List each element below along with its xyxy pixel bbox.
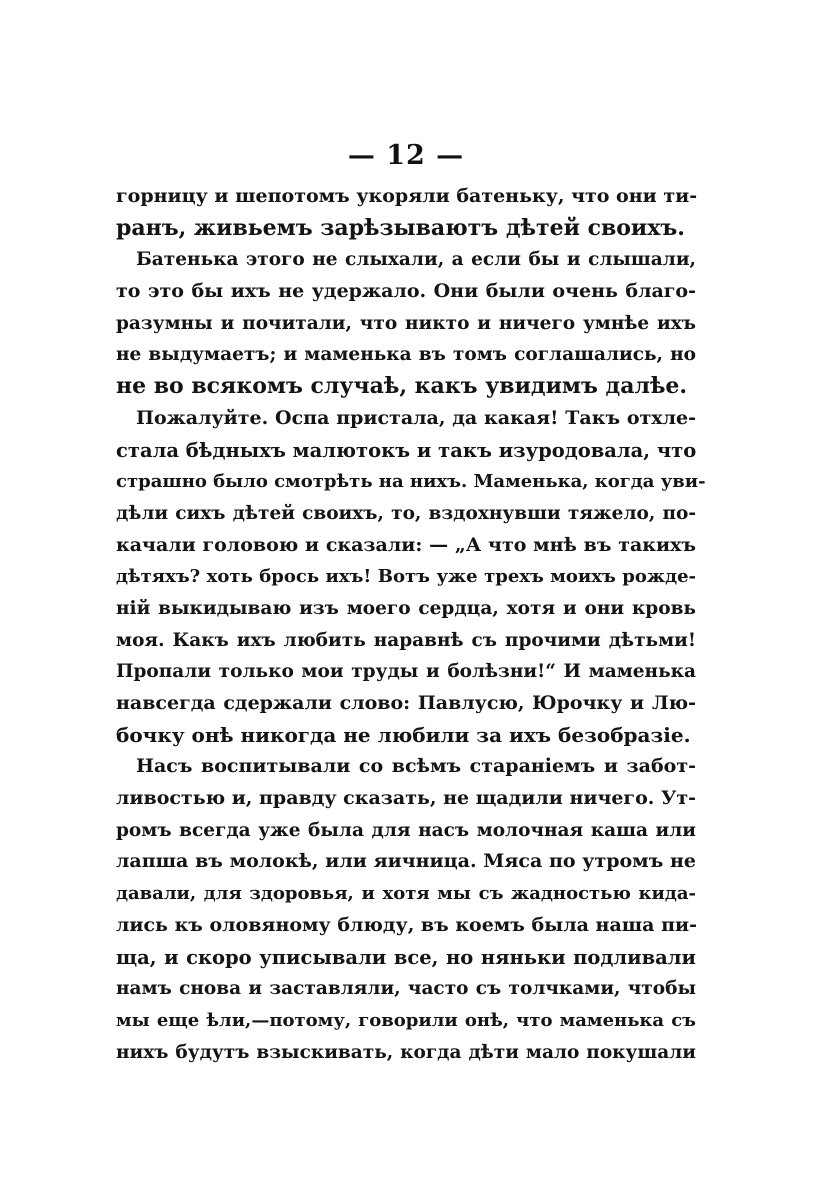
text-line: горницу и шепотомъ укоряли батеньку, что они ти- bbox=[116, 185, 698, 207]
text-line: ромъ всегда уже была для насъ молочная каша или bbox=[116, 819, 696, 841]
text-line: ливостью и, правду сказать, не щадили ничего. Ут- bbox=[116, 787, 697, 810]
text-line: лись къ оловяному блюду, въ коемъ была наша пи- bbox=[116, 913, 697, 936]
text-line: стала бѣдныхъ малютокъ и такъ изуродовала, что bbox=[116, 438, 697, 462]
text-line: Пропали только мои труды и болѣзни!“ И маменька bbox=[116, 661, 696, 683]
text-line: Насъ воспитывали со всѣмъ стараніемъ и забот- bbox=[136, 755, 696, 778]
text-line: качали головою и сказали: — „А что мнѣ въ такихъ bbox=[116, 533, 696, 556]
text-line: ранъ, живьемъ зарѣзываютъ дѣтей своихъ. bbox=[116, 214, 685, 241]
text-line: Батенька этого не слыхали, а если бы и слышали, bbox=[136, 249, 696, 271]
text-line: моя. Какъ ихъ любить наравнѣ съ прочими дѣтьми! bbox=[116, 629, 696, 651]
text-line: лапша въ молокѣ, или яичница. Мяса по утромъ не bbox=[116, 850, 696, 873]
text-line: намъ снова и заставляли, часто съ толчками, чтобы bbox=[116, 978, 696, 1000]
page-number: — 12 — bbox=[347, 140, 465, 171]
text-line: давали, для здоровья, и хотя мы съ жадностью кида- bbox=[116, 883, 696, 905]
text-line: ній выкидываю изъ моего сердца, хотя и они кровь bbox=[116, 597, 696, 619]
body-text bbox=[116, 181, 706, 1068]
text-line: нихъ будутъ взыскивать, когда дѣти мало покушали bbox=[116, 1041, 696, 1063]
text-line: Пожалуйте. Оспа пристала, да какая! Такъ отхле- bbox=[136, 406, 696, 429]
text-line: не во всякомъ случаѣ, какъ увидимъ далѣе. bbox=[116, 373, 688, 400]
text-line: мы еще ѣли,—потому, говорили онѣ, что маменька съ bbox=[116, 1009, 696, 1031]
text-line: навсегда сдержали слово: Павлусю, Юрочку и Лю- bbox=[116, 692, 696, 714]
text-line: бочку онѣ никогда не любили за ихъ безобразіе. bbox=[116, 722, 691, 747]
text-line: дѣтяхъ? хоть брось ихъ! Вотъ уже трехъ моихъ рожде- bbox=[116, 566, 696, 588]
text-line: разумны и почитали, что никто и ничего умнѣе ихъ bbox=[116, 312, 696, 334]
text-line: ща, и скоро уписывали все, но няньки подливали bbox=[116, 945, 696, 969]
text-line: то это бы ихъ не удержало. Они были очень благо- bbox=[116, 280, 696, 303]
text-line: страшно было смотрѣть на нихъ. Маменька, когда уви- bbox=[116, 471, 706, 493]
text-line: не выдумаетъ; и маменька въ томъ соглашались, но bbox=[116, 344, 696, 366]
text-line: дѣли сихъ дѣтей своихъ, то, вздохнувши тяжело, по- bbox=[116, 502, 696, 524]
